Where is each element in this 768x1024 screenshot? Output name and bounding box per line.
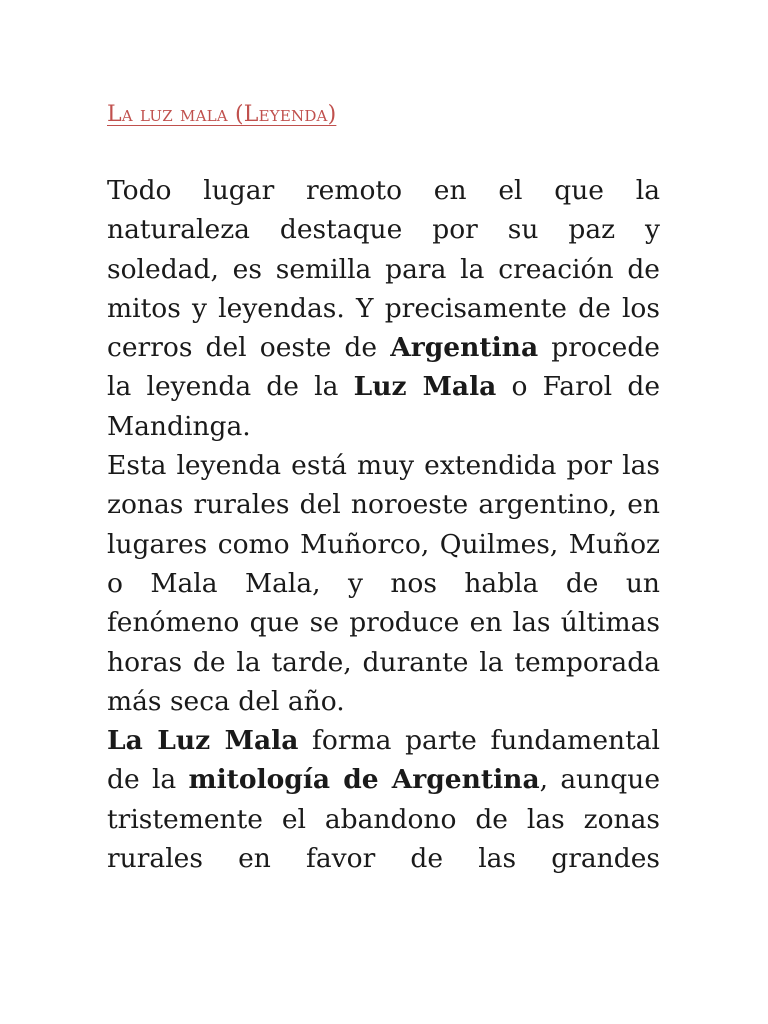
paragraph-2 [107, 446, 660, 721]
paragraph-1-text-2: procede la leyenda de la [107, 332, 660, 403]
paragraph-3-text-2: , aunque tristemente el abandono de las zonas rurales en favor de las grandes [107, 764, 661, 875]
paragraph-3 [107, 721, 660, 878]
paragraph-1-text-3: o Farol de Mandinga. [107, 371, 661, 442]
document-body [107, 171, 660, 878]
bold-la-luz-mala: La Luz Mala [107, 725, 299, 757]
paragraph-1-text-1: Todo lugar remoto en el que la naturaleza destaque por su paz y soledad, es semilla para la creación de mitos y leyendas. Y precisamente de los cerros del oeste de [107, 175, 660, 364]
bold-luz-mala: Luz Mala [353, 371, 497, 403]
bold-argentina: Argentina [390, 332, 539, 364]
bold-mitologia-de-argentina: mitología de Argentina [188, 764, 540, 796]
paragraph-2-text-1: Esta leyenda está muy extendida por las zonas rurales del noroeste argentino, en lugares como Muñorco, Quilmes, Muñoz o Mala Mala, y nos habla de un fenómeno que se produce en las últimas horas de la tarde, durante la temporada más seca del año. [107, 450, 660, 717]
paragraph-1 [107, 171, 660, 446]
paragraph-3-text-1: forma parte fundamental de la [107, 725, 660, 796]
document-title: La luz mala (Leyenda) [107, 102, 337, 127]
